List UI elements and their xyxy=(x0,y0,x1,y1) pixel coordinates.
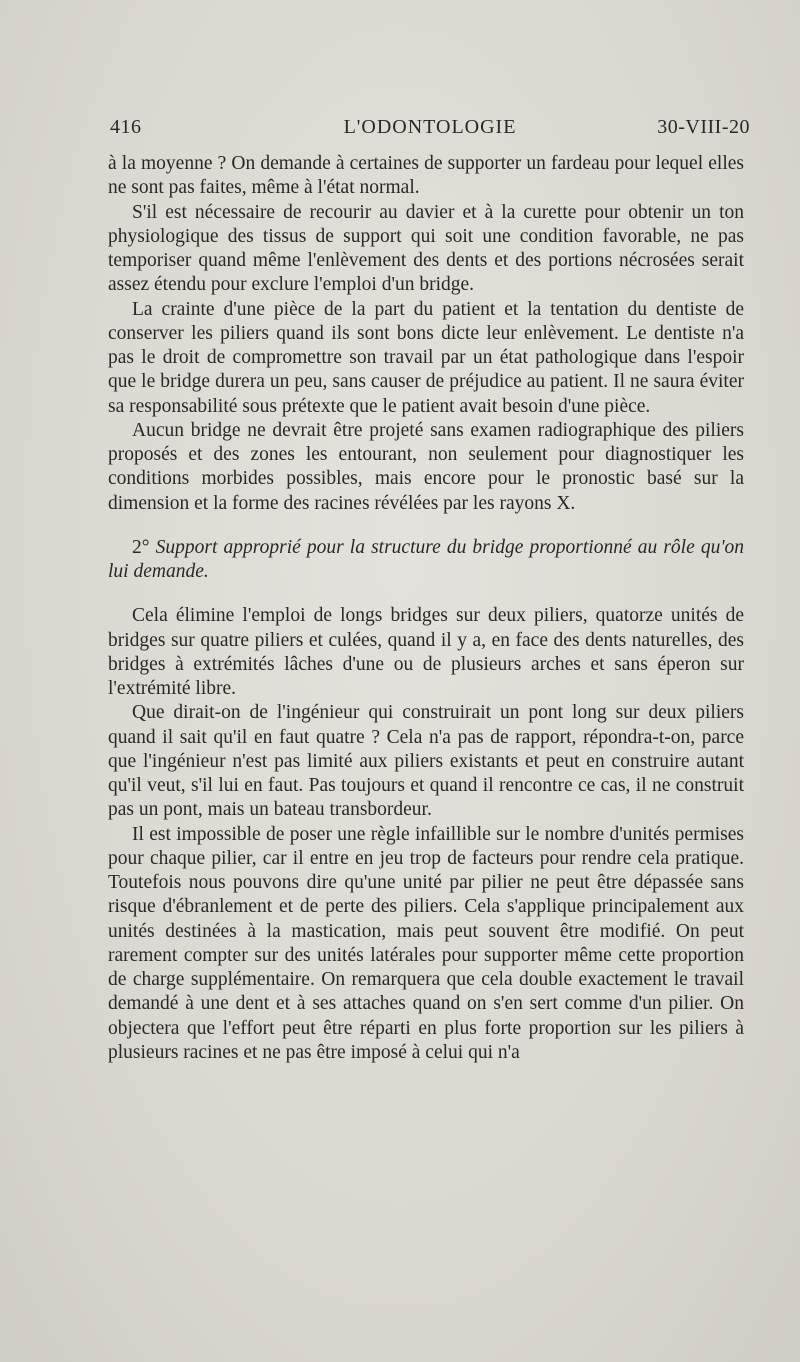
paragraph: à la moyenne ? On demande à certaines de supporter un fardeau pour lequel elles ne sont pas faites, même à l'état normal. xyxy=(108,153,744,199)
section-title: Support approprié pour la structure du bridge proportionné au rôle qu'on lui demande. xyxy=(108,536,744,582)
paragraph: Il est impossible de poser une règle infaillible sur le nombre d'unités permises pour chaque pilier, car il entre en jeu trop de facteurs pour rendre cela pratique. Toutefois nous pouvons dire qu'une unité par pilier ne peut être dépassée sans risque d'ébranlement et de perte des piliers. Cela s'applique principalement aux unités destinées à la mastication, mais peut souvent être modifié. On peut rarement compter sur des unités latérales pour supporter même cette proportion de charge supplémentaire. On remarquera que cela double exactement le travail demandé à une dent et à ses attaches quand on s'en sert comme d'un pilier. On objectera que l'effort peut être réparti en plus forte proportion sur les piliers à plusieurs racines et ne pas être imposé à celui qui n'a xyxy=(108,823,744,1063)
page-number: 416 xyxy=(110,116,142,138)
paragraph: La crainte d'une pièce de la part du patient et la tentation du dentiste de conserver les piliers quand ils sont bons dicte leur enlèvement. Le dentiste n'a pas le droit de compromettre son travail par un état pathologique dans l'espoir que le bridge durera un peu, sans causer de préjudice au patient. Il ne saura éviter sa responsabilité sous prétexte que le patient avait besoin d'une pièce. xyxy=(108,298,744,417)
page-body xyxy=(108,152,744,1065)
paragraph: Que dirait-on de l'ingénieur qui construirait un pont long sur deux piliers quand il sait qu'il en faut quatre ? Cela n'a pas de rapport, répondra-t-on, parce que l'ingénieur n'est pas limité aux piliers existants et peut en construire autant qu'il veut, s'il lui en faut. Pas toujours et quand il rencontre ce cas, il ne construit pas un pont, mais un bateau transbordeur. xyxy=(108,702,744,821)
paragraph: S'il est nécessaire de recourir au davier et à la curette pour obtenir un ton physiologique des tissus de support qui soit une condition favorable, ne pas temporiser quand même l'enlèvement des dents et des portions nécrosées serait assez étendu pour exclure l'emploi d'un bridge. xyxy=(108,201,744,296)
paragraph: Aucun bridge ne devrait être projeté sans examen radiographique des piliers proposés et des zones les entourant, non seulement pour diagnostiquer les conditions morbides possibles, mais encore pour le pronostic basé sur la dimension et la forme des racines révélées par les rayons X. xyxy=(108,419,744,514)
section-number: 2° xyxy=(132,536,150,558)
paragraph: Cela élimine l'emploi de longs bridges sur deux piliers, quatorze unités de bridges sur quatre piliers et culées, quand il y a, en face des dents naturelles, des bridges à extrémités lâches d'une ou de plusieurs arches et sans éperon sur l'extrémité libre. xyxy=(108,605,744,699)
section-heading xyxy=(108,536,744,585)
issue-date: 30-VIII-20 xyxy=(657,116,750,138)
running-title: L'ODONTOLOGIE xyxy=(343,116,517,138)
running-header xyxy=(110,116,750,146)
